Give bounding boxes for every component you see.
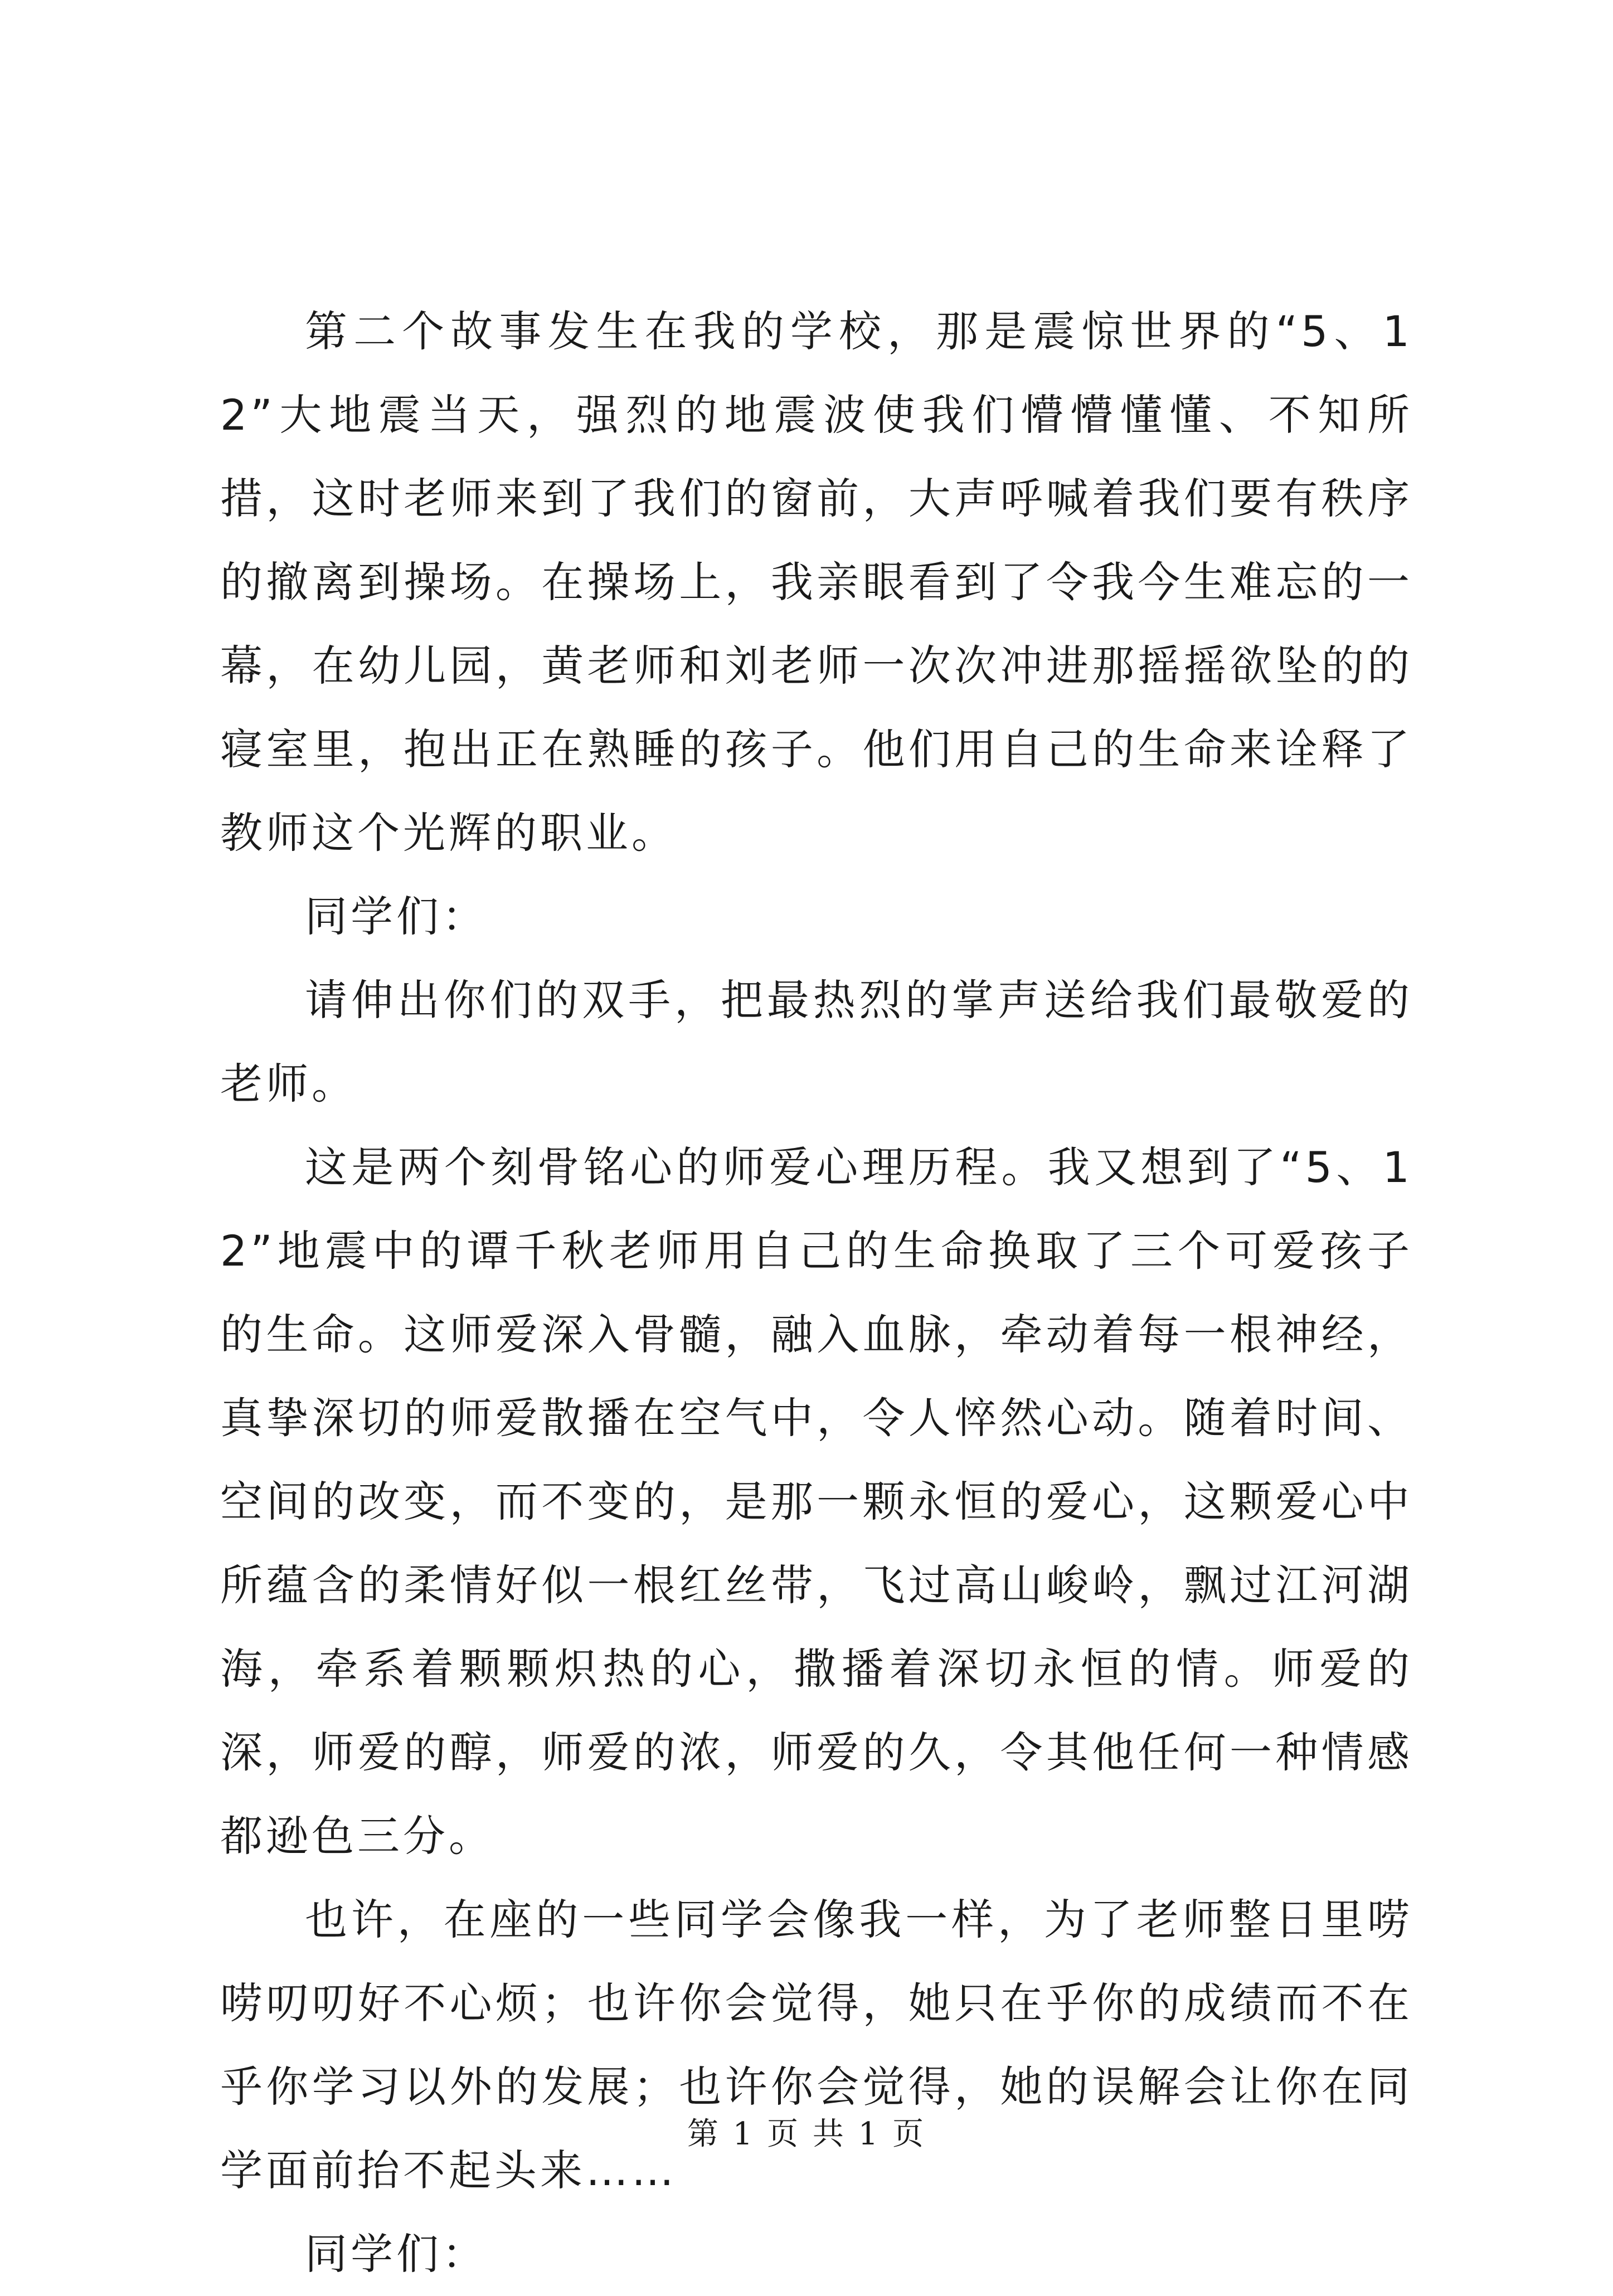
paragraph-address-1: 同学们： <box>305 892 488 941</box>
paragraph-teacher-love: 这是两个刻骨铭心的师爱心理历程。我又想到了“5、12”地震中的谭千秋老师用自己的生命换取了三个可爱孩子的生命。这师爱深入骨髓，融入血脉，牵动着每一根神经，真挚深切的师爱散播在空气中，令人悴然心动。随着时间、空间的改变，而不变的，是那一颗永恒的爱心，这颗爱心中所蕴含的柔情好似一根红丝带，飞过高山峻岭，飘过江河湖海，牵系着颗颗炽热的心，撒播着深切永恒的情。师爱的深，师爱的醇，师爱的浓，师爱的久，令其他任何一种情感都逊色三分。 <box>220 1142 1413 1861</box>
paragraph-perhaps: 也许，在座的一些同学会像我一样，为了老师整日里唠唠叨叨好不心烦；也许你会觉得，她只在乎你的成绩而不在乎你学习以外的发展；也许你会觉得，她的误解会让你在同学面前抬不起头来…… <box>220 1895 1413 2195</box>
paragraph-story: 第二个故事发生在我的学校，那是震惊世界的“5、12”大地震当天，强烈的地震波使我们懵懵懂懂、不知所措，这时老师来到了我们的窗前，大声呼喊着我们要有秩序的撤离到操场。在操场上，我亲眼看到了令我今生难忘的一幕，在幼儿园，黄老师和刘老师一次次冲进那摇摇欲坠的的寝室里，抱出正在熟睡的孩子。他们用自己的生命来诠释了教师这个光辉的职业。 <box>220 307 1413 858</box>
paragraph-address-2: 同学们： <box>305 2229 488 2279</box>
page-footer: 第 1 页 共 1 页 <box>687 2116 926 2152</box>
paragraph-applause: 请伸出你们的双手，把最热烈的掌声送给我们最敬爱的老师。 <box>220 975 1413 1108</box>
document-body <box>220 290 1413 2296</box>
